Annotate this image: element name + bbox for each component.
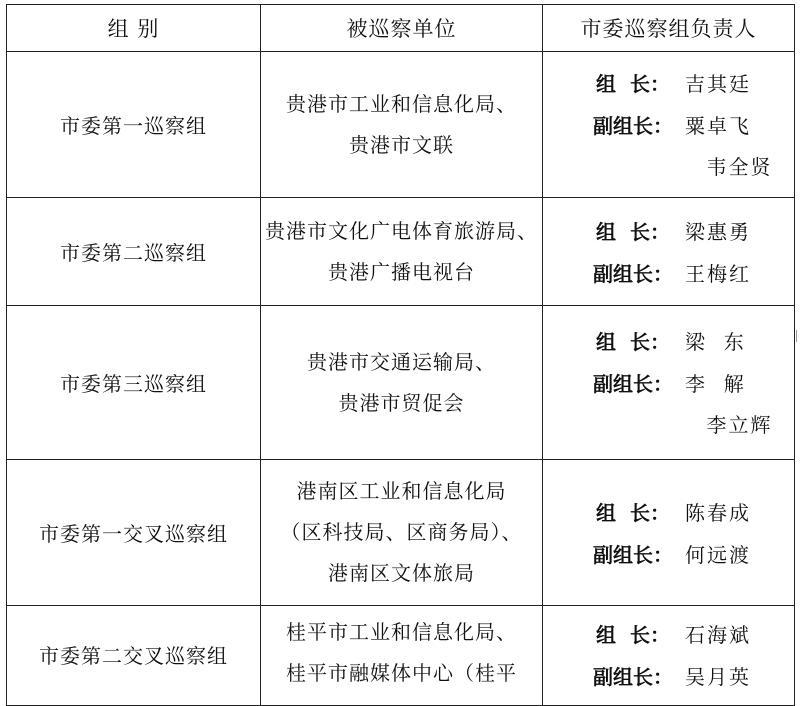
deputy-name: 何远渡 [685,543,751,567]
deputy-line [543,362,794,404]
unit-line: 港南区工业和信息化局 [296,479,507,503]
unit-cell [261,606,543,706]
deputy-line [543,104,794,146]
unit-line: 贵港市文化广电体育旅游局、 [265,218,538,243]
deputy-role: 副组长： [593,372,673,396]
group-name: 市委第一巡察组 [60,114,207,138]
unit-line: 桂平市融媒体中心（桂平 [286,661,517,685]
leader-cell [543,198,795,306]
leader-role: 组 长： [596,72,670,96]
leader-role: 组 长： [596,330,670,354]
deputy-role: 副组长： [593,543,673,567]
deputy-name-extra: 李立辉 [706,412,773,437]
unit-line: 贵港市贸促会 [338,390,465,415]
leader-cell [543,306,795,460]
group-name: 市委第一交叉巡察组 [39,522,228,546]
table-row [7,306,795,460]
unit-line: （区科技局、区商务局）、 [280,520,523,544]
leader-cell [543,606,795,706]
unit-line: 桂平市工业和信息化局、 [286,620,517,644]
leader-line [543,210,794,252]
inspection-table [6,4,795,706]
deputy-name: 王梅红 [685,262,751,286]
group-name: 市委第二交叉巡察组 [39,644,228,668]
group-name: 市委第三巡察组 [60,372,207,396]
unit-line: 贵港市文联 [349,132,454,157]
header-row [7,5,795,52]
header-leader: 市委巡察组负责人 [543,5,795,52]
leader-line [543,491,794,533]
table-row [7,52,795,198]
unit-cell [261,460,543,606]
group-cell [7,52,261,198]
deputy-role: 副组长： [593,114,673,138]
scroll-edge-mark [796,330,800,342]
deputy-line [543,654,794,696]
group-cell [7,606,261,706]
unit-cell [261,52,543,198]
table-row [7,198,795,306]
leader-role: 组 长： [596,501,670,525]
unit-line: 港南区文体旅局 [328,561,475,585]
unit-line: 贵港市交通运输局、 [307,349,496,374]
deputy-name-extra: 韦全贤 [706,154,773,179]
unit-cell [261,198,543,306]
leader-name: 吉其廷 [685,72,751,96]
leader-name: 石海斌 [685,622,751,647]
deputy-name: 李 解 [685,372,746,396]
deputy-role: 副组长： [593,262,673,286]
unit-cell [261,306,543,460]
unit-line: 贵港广播电视台 [328,259,475,284]
group-cell [7,198,261,306]
leader-cell [543,52,795,198]
header-group: 组 别 [7,5,261,52]
table-row [7,460,795,606]
leader-name: 梁惠勇 [685,220,751,244]
leader-cell [543,460,795,606]
leader-name: 梁 东 [685,330,746,354]
leader-line [543,62,794,104]
group-cell [7,306,261,460]
leader-name: 陈春成 [685,501,751,525]
deputy-role: 副组长： [593,664,673,689]
unit-line: 贵港市工业和信息化局、 [286,91,517,116]
leader-line [543,612,794,654]
group-name: 市委第二巡察组 [60,241,207,265]
header-unit: 被巡察单位 [261,5,543,52]
deputy-name: 粟卓飞 [685,114,751,138]
leader-line [543,320,794,362]
group-cell [7,460,261,606]
deputy-name: 吴月英 [685,664,751,689]
table-row [7,606,795,706]
leader-role: 组 长： [596,622,670,647]
deputy-line [543,252,794,294]
leader-role: 组 长： [596,220,670,244]
deputy-line [543,533,794,575]
